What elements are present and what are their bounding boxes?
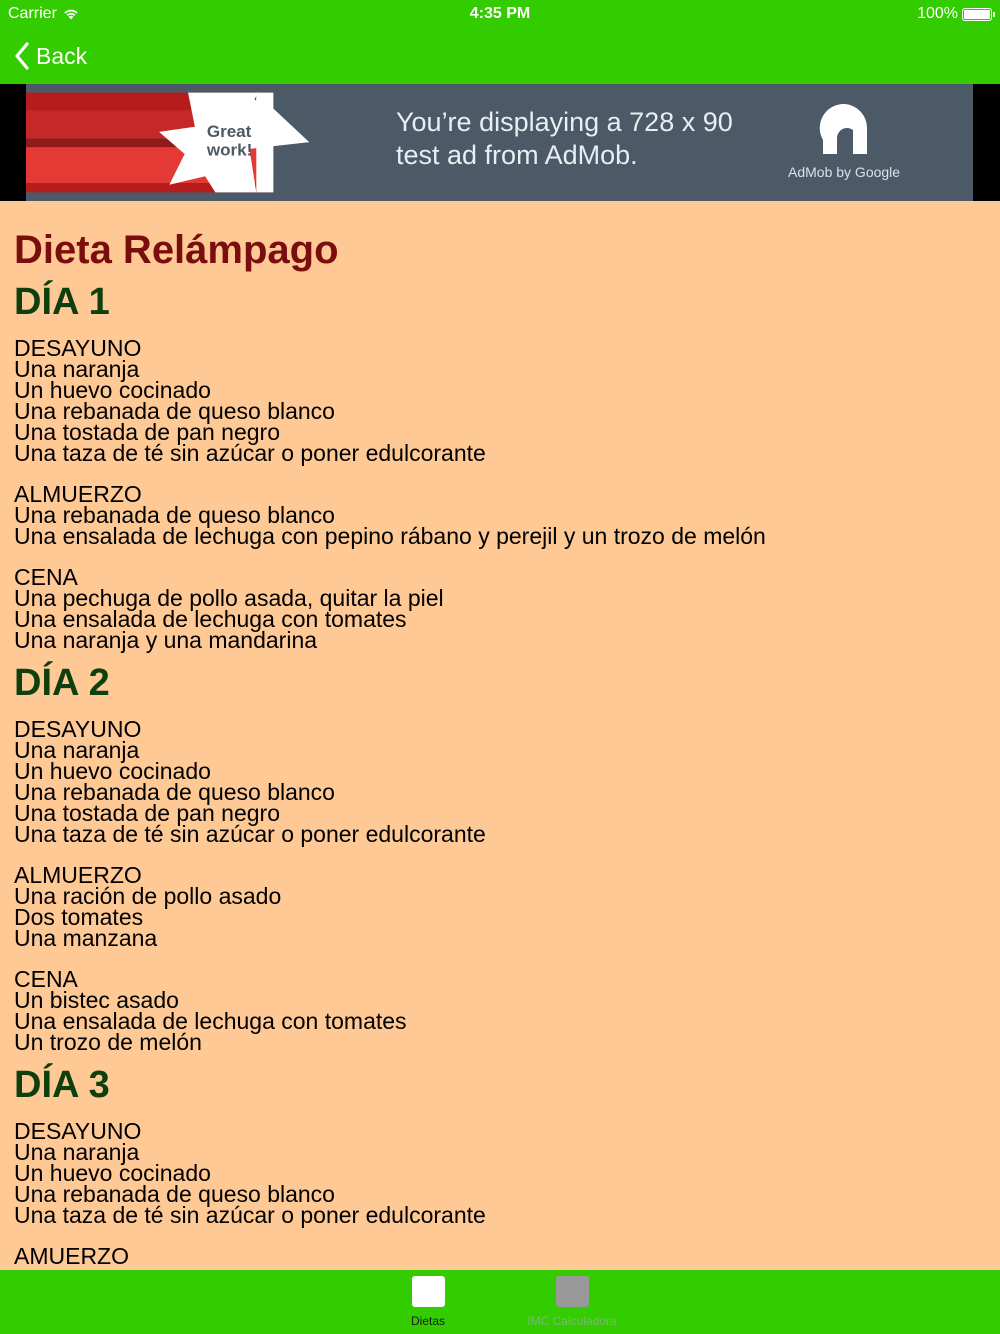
battery-icon [962,8,992,21]
status-battery [917,4,992,24]
meal-name: DESAYUNO [14,716,142,742]
back-label: Back [36,42,88,69]
meal-item: Una tostada de pan negro [14,800,280,826]
meal-item: Una ensalada de lechuga con pepino rábano y perejil y un trozo de melón [14,523,766,549]
day-meals [14,1118,984,1269]
day-heading: DÍA 3 [14,1064,110,1106]
ad-text [396,106,733,172]
day-meals [14,335,984,653]
back-button[interactable] [14,38,87,74]
meal-item: Una naranja [14,737,140,763]
meal-name: CENA [14,966,78,992]
admob-logo-icon [815,100,875,160]
ad-badge-line1: Great [206,121,252,141]
ad-line-2: test ad from AdMob. [396,140,638,170]
meal-item: Una rebanada de queso blanco [14,398,335,424]
meal-item: Un bistec asado [14,987,179,1013]
tab-label: Dietas [410,1314,445,1328]
ad-brand: AdMob by Google [788,164,901,180]
meal-item: Una naranja y una mandarina [14,627,318,653]
meal-name: ALMUERZO [14,862,142,888]
diet-content [14,224,984,1267]
meal-item: Una naranja [14,1139,140,1165]
status-time: 4:35 PM [469,5,531,22]
ad-content[interactable] [26,84,973,201]
meal-item: Una rebanada de queso blanco [14,1181,335,1207]
battery-percent: 100% [917,5,958,22]
meal-item: Una taza de té sin azúcar o poner edulcorante [14,1202,486,1228]
day-heading: DÍA 2 [14,662,110,704]
meal-name: ALMUERZO [14,481,142,507]
meal-item: Una pechuga de pollo asada, quitar la piel [14,585,444,611]
meal-item: Una rebanada de queso blanco [14,779,335,805]
calculator-tab-icon [556,1276,589,1307]
tab-imc-calculadora[interactable] [512,1270,632,1334]
meal-name: AMUERZO [14,1243,129,1269]
meal-item: Un huevo cocinado [14,377,211,403]
meal-item: Una naranja [14,356,140,382]
tab-bar [0,1270,1000,1334]
tab-dietas[interactable] [368,1270,488,1334]
meal-item: Un huevo cocinado [14,1160,211,1186]
meal-item: Una tostada de pan negro [14,419,280,445]
meal-item: Una ensalada de lechuga con tomates [14,606,407,632]
chevron-left-icon [14,42,30,70]
day-heading: DÍA 1 [14,281,110,323]
meal-name: DESAYUNO [14,335,142,361]
ad-line-1: You’re displaying a 728 x 90 [396,107,733,137]
diet-tab-icon [412,1276,445,1307]
day-meals [14,716,984,1055]
meal-item: Una ración de pollo asado [14,883,282,909]
meal-item: Un huevo cocinado [14,758,211,784]
meal-name: CENA [14,564,78,590]
ad-banner [0,84,1000,201]
carrier-label: Carrier [8,5,57,22]
meal-item: Una manzana [14,925,158,951]
meal-item: Una rebanada de queso blanco [14,502,335,528]
ad-star-graphic [26,84,316,201]
tab-label: IMC Calculadora [527,1314,617,1328]
meal-item: Una taza de té sin azúcar o poner edulcorante [14,440,486,466]
meal-name: DESAYUNO [14,1118,142,1144]
ad-badge-line2: work! [206,140,253,160]
meal-item: Dos tomates [14,904,144,930]
meal-item: Una taza de té sin azúcar o poner edulcorante [14,821,486,847]
navigation-bar [0,0,1000,84]
page-title: Dieta Relámpago [14,228,339,272]
meal-item: Un trozo de melón [14,1029,202,1055]
meal-item: Una ensalada de lechuga con tomates [14,1008,407,1034]
